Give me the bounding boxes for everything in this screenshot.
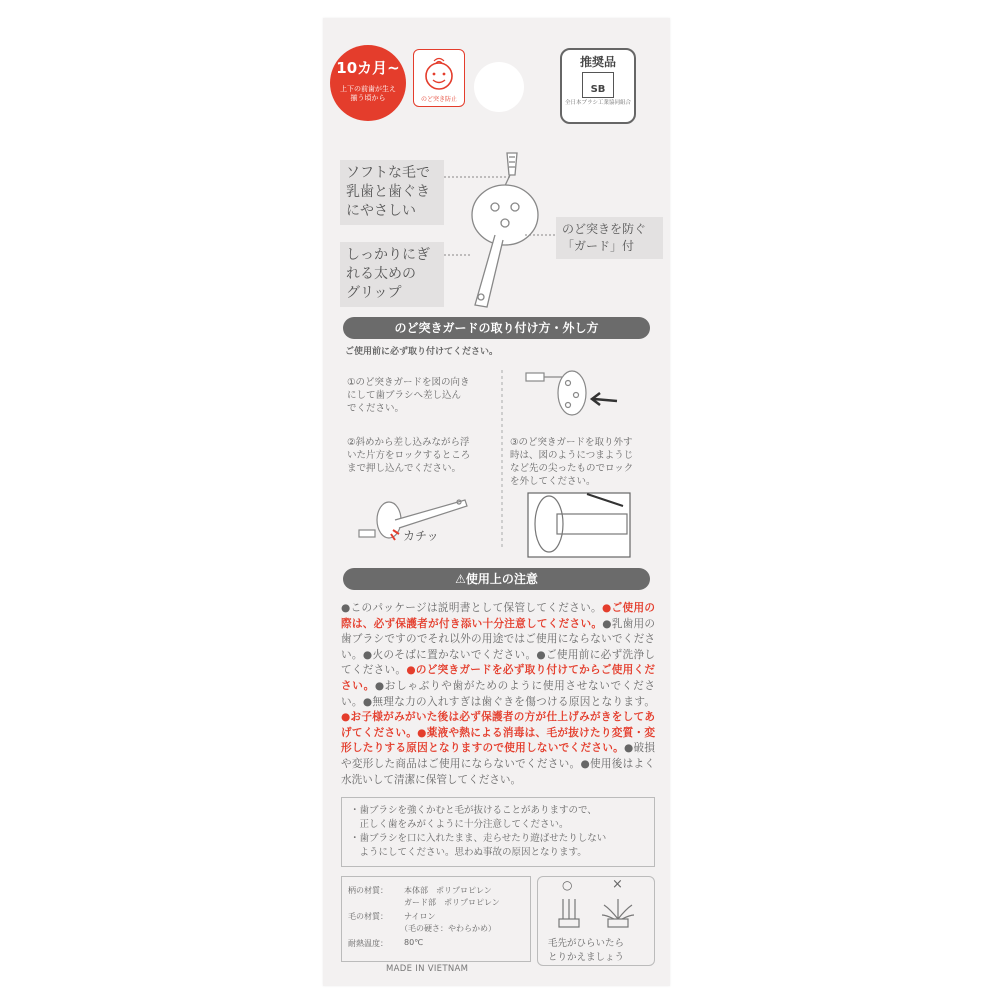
caution-seg-4: ●おしゃぶりや歯がためのように使用させないでください。●無理な力の入れすぎは歯ぐきを傷つける原因となります。	[341, 679, 656, 708]
replace-text-1: 毛先がひらいたら	[548, 938, 625, 949]
step3-line4: を外してください。	[510, 476, 596, 487]
made-in-label: MADE IN VIETNAM	[386, 964, 469, 974]
feature-soft-line3: にやさしい	[346, 203, 416, 219]
note-line-2: 正しく歯をみがくように十分注意してください。	[350, 819, 569, 830]
step1-line3: でください。	[347, 403, 405, 414]
materials-box	[341, 876, 531, 962]
notes-box	[341, 797, 655, 867]
step1-line2: にして歯ブラシへ差し込ん	[347, 390, 462, 401]
sb-title: 推奨品	[579, 55, 616, 69]
step3-line2: 時は、図のようにつまようじ	[510, 450, 634, 461]
caution-seg-0: ●このパッケージは説明書として保管してください。	[341, 602, 602, 614]
feature-soft-line2: 乳歯と歯ぐき	[346, 184, 430, 200]
mat-heat-label: 耐熱温度：	[348, 939, 388, 948]
caution-seg-3: ●のど突きガードを必ず取り付けてからご使用ください。	[341, 664, 656, 692]
feature-guard-line1: のど突きを防ぐ	[562, 222, 647, 236]
divider-line	[500, 370, 504, 550]
attach-step1	[347, 376, 497, 415]
mat-body: 本体部 ポリプロピレン	[404, 886, 492, 895]
attach-step2	[347, 436, 497, 475]
sb-sub: 全日本ブラシ工業協同組合	[564, 100, 631, 106]
sb-mark	[582, 72, 614, 98]
step2-line3: まで押し込んでください。	[347, 463, 462, 474]
sb-mark-text: SB	[590, 84, 606, 95]
note-line-3: ・歯ブラシを口に入れたまま、走らせたり遊ばせたりしない	[350, 833, 607, 844]
feature-grip-line2: れる太めの	[346, 266, 416, 282]
note-line-4: ようにしてください。思わぬ事故の原因となります。	[350, 847, 587, 858]
good-mark: ○	[562, 878, 573, 892]
mat-guard: ガード部 ポリプロピレン	[404, 898, 500, 907]
step1-line1: ①のど突きガードを図の向き	[347, 377, 470, 388]
step3-line1: ③のど突きガードを取り外す	[510, 437, 633, 448]
feature-grip-line3: グリップ	[346, 285, 402, 301]
feature-soft-line1: ソフトな毛で	[346, 165, 430, 181]
caution-seg-2: ●乳歯用の歯ブラシですのでそれ以外の用途ではご使用にならないでください。●火のそばに置かないでください。●ご使用前に必ず洗浄してください。	[341, 617, 655, 677]
baby-face-icon	[414, 52, 464, 96]
caution-seg-6: ●破損や変形した商品はご使用にならないでください。●使用後はよく水洗いして清潔に保管してください。	[341, 742, 655, 786]
replace-box	[537, 876, 655, 966]
bad-bristle-icon	[600, 895, 636, 931]
mat-bristle: ナイロン	[404, 912, 436, 921]
mat-handle-label: 柄の材質：	[348, 886, 388, 895]
mat-hardness: （毛の硬さ：やわらかめ）	[400, 924, 496, 933]
step3-illustration	[527, 492, 631, 558]
step2-line2: いた片方をロックするところ	[347, 450, 471, 461]
attach-section-title: のど突きガードの取り付け方・外し方	[343, 317, 650, 339]
mat-heat: 80℃	[404, 938, 424, 947]
bad-mark: ×	[612, 877, 623, 892]
step3-line3: など先の尖ったものでロック	[510, 463, 634, 474]
age-badge-sub: 上下の前歯が生え揃う頃から	[340, 85, 396, 102]
attach-step3	[510, 436, 660, 488]
note-line-1: ・歯ブラシを強くかむと毛が抜けることがありますので、	[350, 805, 597, 816]
caution-text	[341, 601, 655, 788]
sb-recommended-badge	[560, 48, 636, 124]
mat-bristle-label: 毛の材質：	[348, 912, 388, 921]
hang-hole	[474, 62, 524, 112]
feature-soft-bristle	[340, 160, 444, 225]
feature-guard	[556, 217, 663, 259]
step2-line1: ②斜めから差し込みながら浮	[347, 437, 470, 448]
caution-seg-1: ●ご使用の際は、必ず保護者が付き添い十分注意してください。	[341, 602, 656, 630]
caution-section-title: ⚠使用上の注意	[343, 568, 650, 590]
feature-grip	[340, 242, 444, 307]
attach-warning: ご使用前に必ず取り付けてください。	[345, 347, 499, 357]
age-badge-main: 10カ月~	[336, 59, 400, 77]
feature-grip-line1: しっかりにぎ	[346, 247, 430, 263]
replace-text-2: とりかえましょう	[548, 952, 625, 963]
step1-illustration	[522, 365, 632, 435]
click-label: カチッ	[403, 529, 439, 543]
guard-badge-label: のど突き防止	[420, 96, 457, 103]
caution-seg-5: ●お子様がみがいた後は必ず保護者の方が仕上げみがきをしてあげてください。●薬液や熱による消毒は、毛が抜けたり変質・変形したりする原因となりますので使用しないでください。	[341, 711, 655, 755]
good-bristle-icon	[554, 895, 584, 931]
feature-guard-line2: 「ガード」付	[562, 239, 635, 253]
age-badge	[330, 45, 406, 121]
guard-badge	[413, 49, 465, 107]
